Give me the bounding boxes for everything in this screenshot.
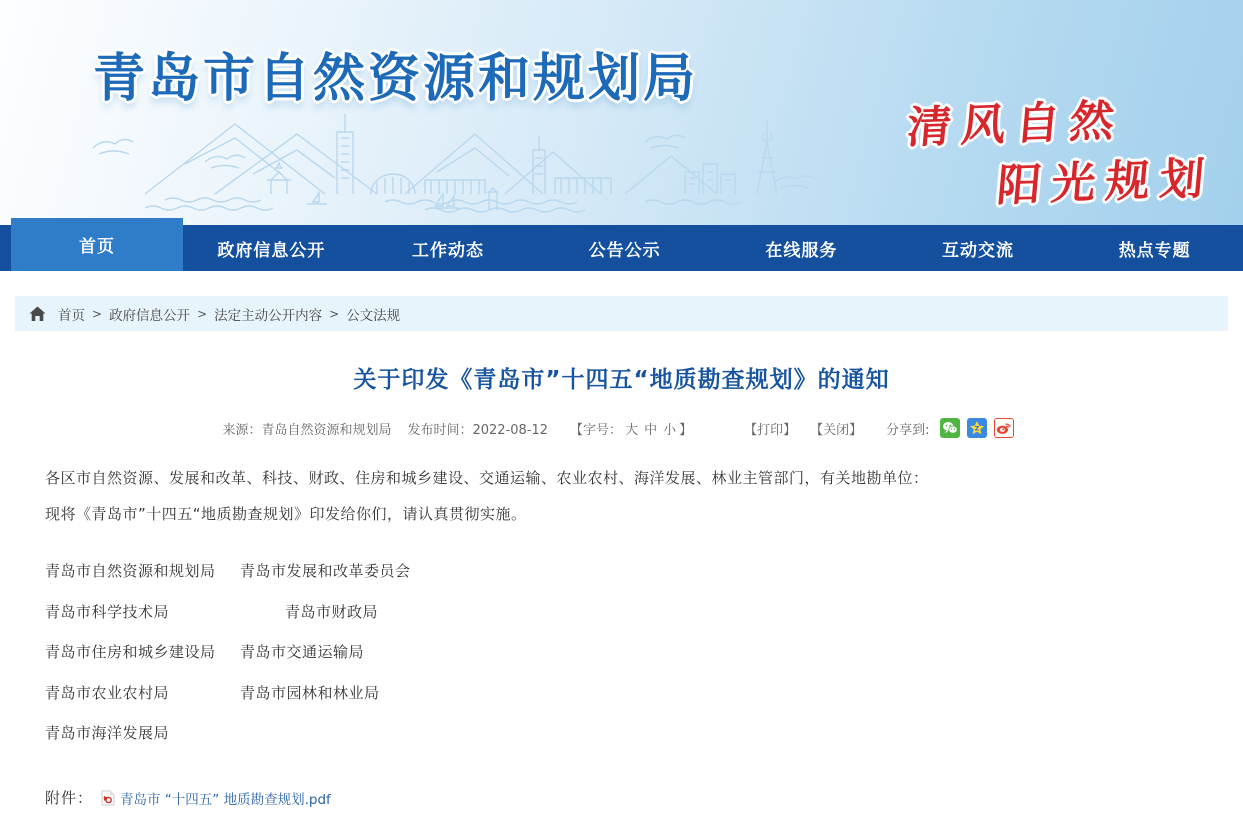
signatory-list [45, 560, 1243, 743]
nav-item-work-trends[interactable]: 工作动态 [412, 240, 484, 261]
nav-item-home[interactable]: 首页 [11, 218, 183, 271]
breadcrumb [15, 296, 1228, 331]
skyline-illustration [85, 98, 865, 216]
article-body [45, 470, 1198, 522]
fontsize-close: 】 [679, 422, 693, 438]
attachment-label: 附件： [45, 789, 94, 807]
attachment-row [45, 787, 1243, 808]
main-nav [0, 225, 1243, 271]
signatory: 青岛市园林和林业局 [240, 683, 380, 702]
meta-publish-date: 2022-08-12 [472, 422, 549, 438]
home-icon[interactable] [29, 306, 46, 322]
share-label: 分享到: [886, 422, 930, 438]
print-button[interactable]: 【打印】 [744, 422, 797, 438]
fontsize-medium-button[interactable]: 中 [644, 422, 658, 438]
signatory-row [45, 601, 1243, 622]
nav-item-announcements[interactable]: 公告公示 [588, 240, 661, 261]
body-paragraph: 现将《青岛市”十四五“地质勘查规划》印发给你们，请认真贯彻实施。 [45, 504, 527, 523]
slogan-line2: 阳光规划 [994, 153, 1217, 212]
meta-publish [407, 419, 548, 438]
breadcrumb-item-official-docs[interactable]: 公文法规 [346, 307, 401, 324]
pdf-icon [101, 790, 115, 806]
svg-text:Z: Z [974, 424, 979, 433]
signatory: 青岛市住房和城乡建设局 [45, 643, 216, 661]
fontsize-large-button[interactable]: 大 [625, 422, 639, 438]
fontsize-small-button[interactable]: 小 [663, 422, 677, 438]
signatory-row [45, 682, 1243, 703]
breadcrumb-item-legal-disclosure[interactable]: 法定主动公开内容 [214, 307, 323, 324]
site-header [0, 0, 1243, 225]
signatory-row [45, 560, 1243, 581]
article-meta [0, 418, 1243, 438]
close-button[interactable]: 【关闭】 [810, 422, 863, 438]
weibo-icon[interactable] [994, 418, 1014, 438]
meta-source-label: 来源： [222, 422, 262, 438]
signatory: 青岛市交通运输局 [240, 643, 365, 661]
signatory: 青岛市财政局 [285, 602, 379, 621]
meta-publish-label: 发布时间： [407, 422, 473, 438]
signatory: 青岛市科学技术局 [45, 602, 170, 621]
breadcrumb-separator: > [329, 306, 340, 321]
article-title: 关于印发《青岛市”十四五“地质勘查规划》的通知 [353, 367, 890, 393]
signatory: 青岛市海洋发展局 [45, 724, 170, 742]
site-title: 青岛市自然资源和规划局 [93, 49, 699, 109]
nav-item-online-services[interactable]: 在线服务 [765, 240, 838, 261]
nav-item-hot-topics[interactable]: 热点专题 [1118, 240, 1191, 261]
meta-fontsize [570, 419, 692, 438]
wechat-icon[interactable] [940, 418, 960, 438]
breadcrumb-item-gov-info[interactable]: 政府信息公开 [109, 307, 191, 324]
attachment-link[interactable]: 青岛市 “十四五” 地质勘查规划.pdf [120, 791, 331, 808]
signatory-row [45, 722, 1243, 743]
breadcrumb-separator: > [197, 306, 208, 321]
breadcrumb-item-home[interactable]: 首页 [58, 307, 85, 324]
signatory: 青岛市自然资源和规划局 [45, 562, 216, 580]
body-paragraph: 各区市自然资源、发展和改革、科技、财政、住房和城乡建设、交通运输、农业农村、海洋发展、林业主管部门，有关地勘单位： [45, 469, 929, 487]
nav-item-interaction[interactable]: 互动交流 [942, 240, 1015, 261]
meta-source [222, 419, 391, 438]
signatory: 青岛市发展和改革委员会 [240, 562, 411, 580]
meta-source-value: 青岛自然资源和规划局 [261, 422, 392, 438]
signatory: 青岛市农业农村局 [45, 683, 170, 702]
nav-item-gov-info[interactable]: 政府信息公开 [217, 240, 326, 261]
breadcrumb-separator: > [92, 306, 103, 321]
slogan-line1: 清风自然 [904, 95, 1127, 154]
fontsize-open: 【字号： [570, 422, 623, 438]
qzone-icon[interactable] [967, 418, 987, 438]
signatory-row [45, 641, 1243, 662]
